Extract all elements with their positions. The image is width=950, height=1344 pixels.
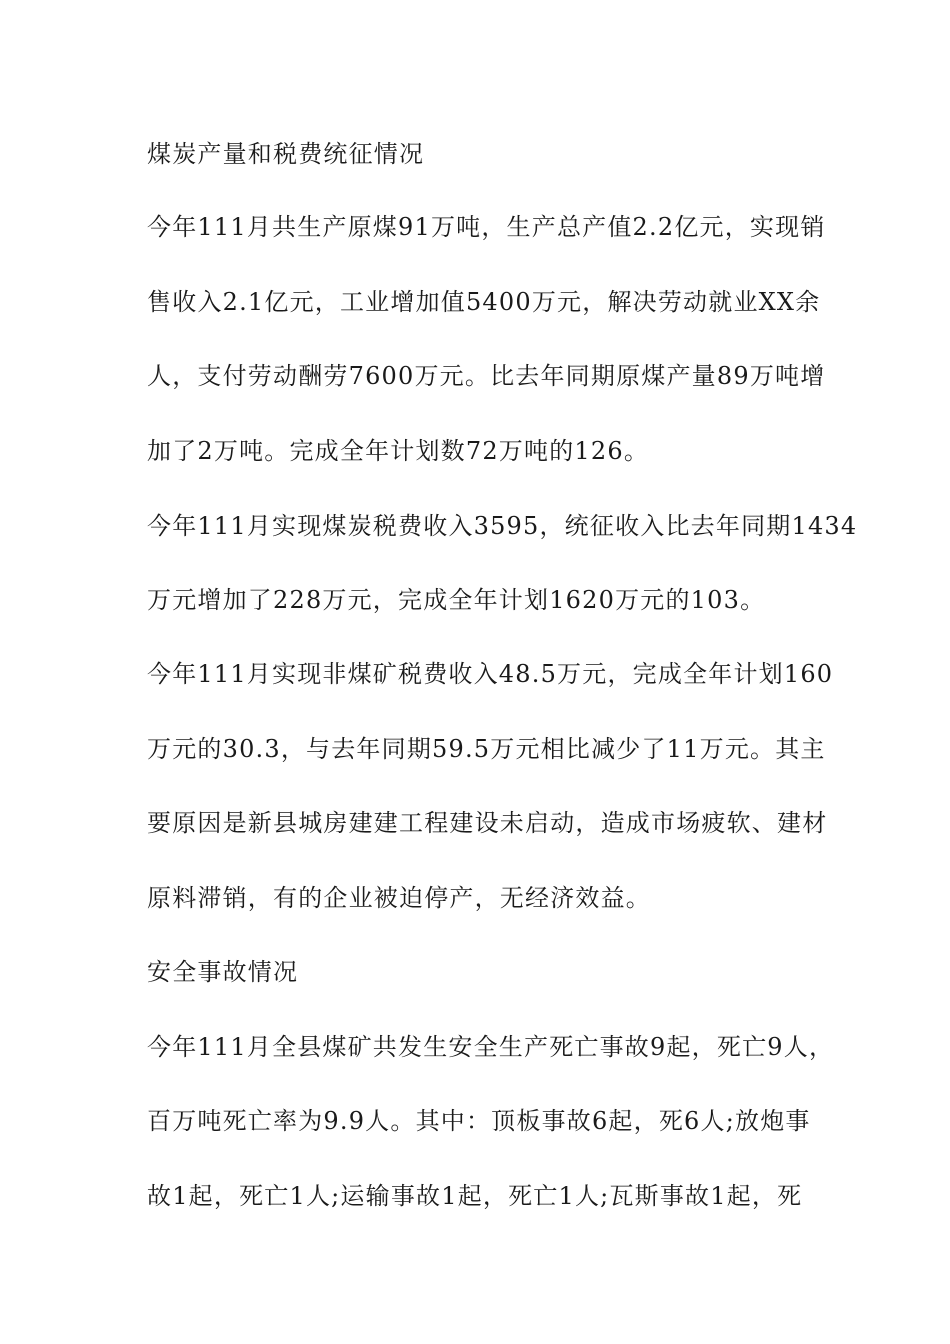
paragraph-line: 售收入2.1亿元，工业增加值5400万元，解决劳动就业XX余	[147, 288, 821, 316]
paragraph-line: 今年111月全县煤矿共发生安全生产死亡事故9起，死亡9人，	[147, 1033, 835, 1061]
paragraph-line: 今年111月共生产原煤91万吨，生产总产值2.2亿元，实现销	[147, 213, 826, 241]
section-heading-coal-production: 煤炭产量和税费统征情况	[147, 140, 425, 168]
paragraph-line: 原料滞销，有的企业被迫停产，无经济效益。	[147, 884, 651, 912]
paragraph-line: 万元的30.3，与去年同期59.5万元相比减少了11万元。其主	[147, 735, 826, 763]
paragraph-line: 故1起，死亡1人;运输事故1起，死亡1人;瓦斯事故1起，死	[147, 1182, 803, 1210]
paragraph-line: 人，支付劳动酬劳7600万元。比去年同期原煤产量89万吨增	[147, 362, 826, 390]
section-heading-safety-accidents: 安全事故情况	[147, 958, 299, 986]
paragraph-line: 加了2万吨。完成全年计划数72万吨的126。	[147, 437, 650, 465]
paragraph-line: 万元增加了228万元，完成全年计划1620万元的103。	[147, 586, 766, 614]
paragraph-line: 要原因是新县城房建建工程建设未启动，造成市场疲软、建材	[147, 809, 828, 837]
paragraph-line: 百万吨死亡率为9.9人。其中：顶板事故6起，死6人;放炮事	[147, 1107, 811, 1135]
paragraph-line: 今年111月实现煤炭税费收入3595，统征收入比去年同期1434	[147, 512, 858, 540]
paragraph-line: 今年111月实现非煤矿税费收入48.5万元，完成全年计划160	[147, 660, 834, 688]
